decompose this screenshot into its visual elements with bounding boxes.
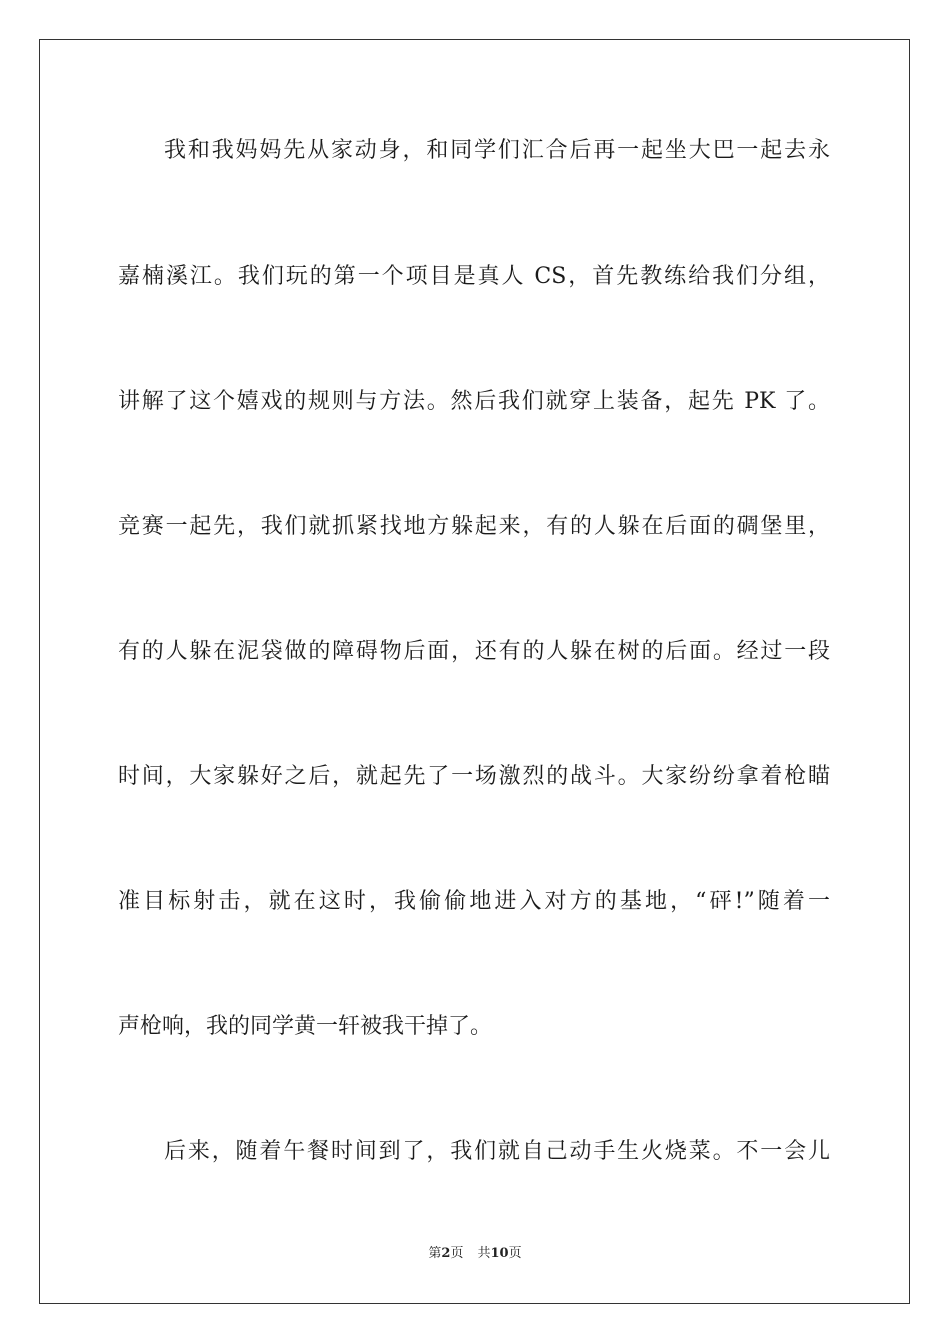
page-total: 10: [490, 1246, 509, 1261]
total-suffix: 页: [508, 1246, 522, 1261]
paragraph-1-line-8: 声枪响，我的同学黄一轩被我干掉了。: [118, 1014, 493, 1039]
page-frame: [39, 39, 910, 1304]
paragraph-1-line-5: 有的人躲在泥袋做的障碍物后面，还有的人躲在树的后面。经过一段: [118, 639, 830, 664]
page-current: 2: [441, 1246, 451, 1261]
paragraph-1-line-6: 时间，大家躲好之后，就起先了一场激烈的战斗。大家纷纷拿着枪瞄: [118, 764, 830, 789]
page-footer: [0, 1245, 950, 1263]
paragraph-1-line-1: 我和我妈妈先从家动身，和同学们汇合后再一起坐大巴一起去永: [164, 138, 830, 163]
paragraph-2-line-1: 后来，随着午餐时间到了，我们就自己动手生火烧菜。不一会儿: [164, 1139, 830, 1164]
page-suffix: 页: [450, 1246, 464, 1261]
page-prefix: 第: [428, 1246, 442, 1261]
paragraph-1-line-4: 竞赛一起先，我们就抓紧找地方躲起来，有的人躲在后面的碉堡里，: [118, 514, 830, 539]
paragraph-1-line-2: 嘉楠溪江。我们玩的第一个项目是真人 CS，首先教练给我们分组，: [118, 264, 830, 289]
paragraph-1-line-7: 准目标射击，就在这时，我偷偷地进入对方的基地，“砰!”随着一: [118, 889, 830, 914]
paragraph-1-line-3: 讲解了这个嬉戏的规则与方法。然后我们就穿上装备，起先 PK 了。: [118, 389, 830, 414]
total-prefix: 共: [477, 1246, 491, 1261]
